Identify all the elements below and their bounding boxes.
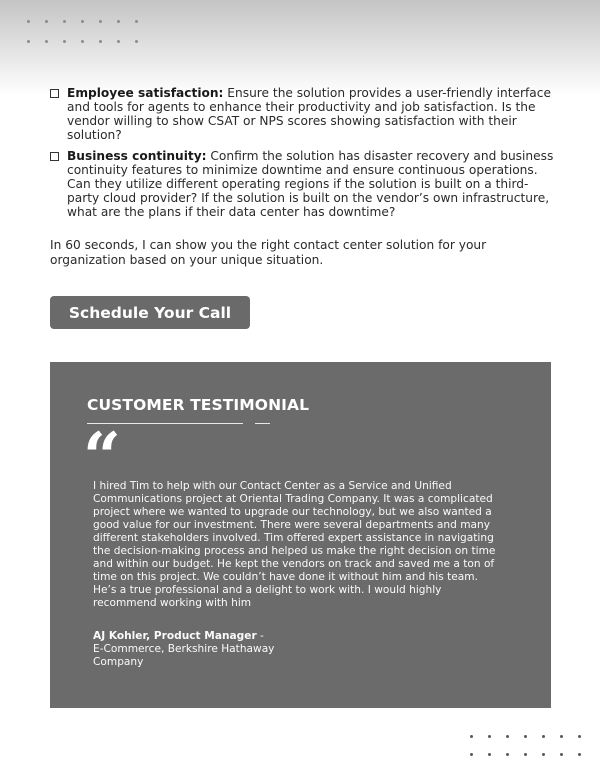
testimonial-author	[93, 630, 274, 669]
checklist-item-title: Employee satisfaction:	[67, 86, 224, 100]
checklist-item-business-continuity	[50, 149, 560, 219]
checklist-item-text: Confirm the solution has disaster recovery and business continuity features to minimize downtime and ensure continuous operations. Can they utilize different operating regions if the solution is built on a third-party cloud provider? If the solution is built on the vendor’s own infrastructure, what are the plans if their data center has downtime?	[67, 149, 554, 219]
checkbox-icon	[50, 89, 59, 98]
cta-paragraph: In 60 seconds, I can show you the right contact center solution for your organization based on your unique situation.	[50, 238, 487, 267]
author-separator: -	[256, 630, 264, 642]
checklist-item-title: Business continuity:	[67, 149, 207, 163]
decorative-dots-bottom	[470, 735, 581, 756]
checklist-item-text: Ensure the solution provides a user-friendly interface and tools for agents to enhance their productivity and job satisfaction. Is the vendor willing to show CSAT or NPS scores showing satisfaction with their solution?	[67, 86, 551, 142]
quote-icon: “	[83, 418, 121, 496]
schedule-call-button[interactable]: Schedule Your Call	[50, 296, 250, 329]
checklist	[50, 86, 560, 226]
author-company-cont: Company	[93, 656, 144, 668]
decorative-dots-top	[27, 20, 138, 43]
checklist-item-employee-satisfaction	[50, 86, 560, 142]
testimonial-panel	[50, 362, 551, 708]
checkbox-icon	[50, 152, 59, 161]
author-company: E-Commerce, Berkshire Hathaway	[93, 643, 275, 655]
testimonial-heading: CUSTOMER TESTIMONIAL	[87, 396, 310, 414]
heading-underline-dash	[255, 423, 270, 424]
testimonial-quote: I hired Tim to help with our Contact Center as a Service and Unified Communications project at Oriental Trading Company. It was a complicated project where we wanted to upgrade our technology, but we also wanted a good value for our investment. There were several departments and many different stakeholders involved. Tim offered expert assistance in navigating the decision-making process and helped us make the right decision on time and within our budget. He kept the vendors on track and saved me a ton of time on this project. We couldn’t have done it without him and his team. He’s a true professional and a delight to work with. I would highly recommend working with him	[93, 480, 496, 609]
author-name: AJ Kohler, Product Manager	[93, 630, 257, 642]
